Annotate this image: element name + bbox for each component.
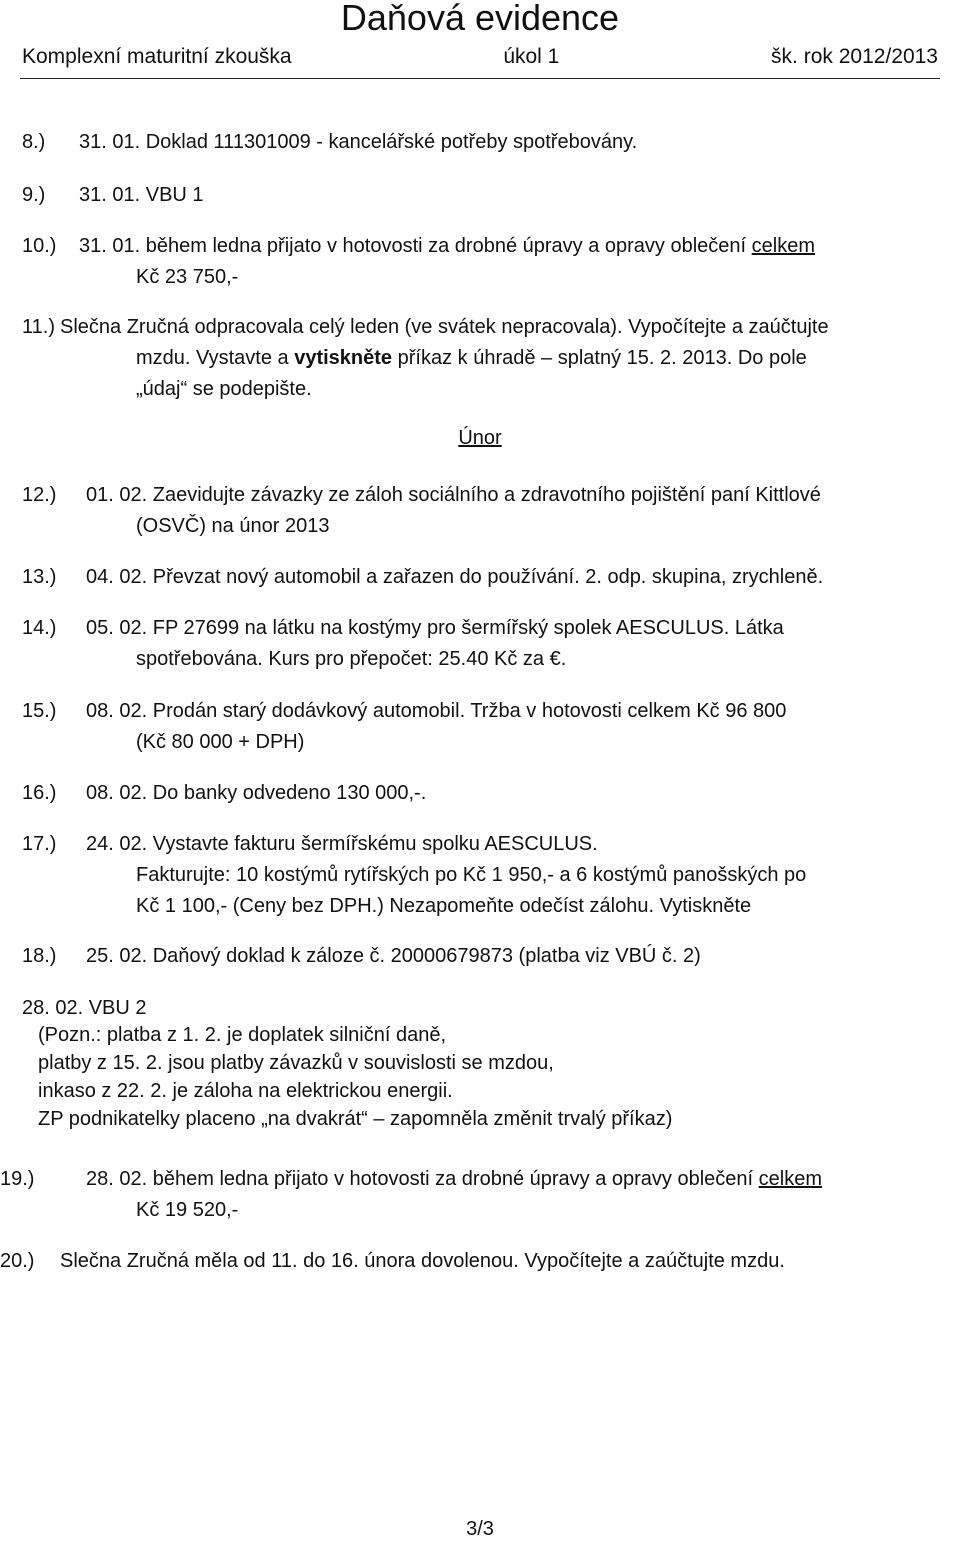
task-text-line: Kč 19 520,- [136, 1199, 239, 1221]
note-line: platby z 15. 2. jsou platby závazků v souvislosti se mzdou, [38, 1052, 554, 1074]
task-text-line: (OSVČ) na únor 2013 [136, 515, 330, 537]
task-number: 15.) [22, 700, 57, 722]
header-task: úkol 1 [503, 45, 560, 68]
task-text-line: Kč 23 750,- [136, 266, 239, 288]
note-line: ZP podnikatelky placeno „na dvakrát“ – zapomněla změnit trvalý příkaz) [38, 1108, 673, 1130]
task-text: 25. 02. Daňový doklad k záloze č. 20000679873 (platba viz VBÚ č. 2) [86, 945, 701, 967]
task-text-line: 01. 02. Zaevidujte závazky ze záloh sociálního a zdravotního pojištění paní Kittlové [86, 484, 821, 506]
task-lead: 28. 02. VBU 2 [22, 997, 147, 1019]
task-text-line: 31. 01. během ledna přijato v hotovosti za drobné úpravy a opravy oblečení celkem [79, 235, 816, 257]
task-number: 18.) [22, 945, 57, 967]
task-text-line: 28. 02. během ledna přijato v hotovosti za drobné úpravy a opravy oblečení celkem [86, 1168, 823, 1190]
task-number: 12.) [22, 484, 57, 506]
month-heading: Únor [458, 427, 502, 449]
task-number: 9.) [22, 184, 46, 206]
task-text-line: Kč 1 100,- (Ceny bez DPH.) Nezapomeňte odečíst zálohu. Vytiskněte [136, 895, 752, 917]
note-line: inkaso z 22. 2. je záloha na elektrickou energii. [38, 1080, 453, 1102]
task-number: 20.) [0, 1250, 35, 1272]
task-number: 16.) [22, 782, 57, 804]
task-number: 14.) [22, 617, 57, 639]
task-text: 08. 02. Do banky odvedeno 130 000,-. [86, 782, 427, 804]
page-number: 3/3 [466, 1518, 494, 1540]
document-title: Daňová evidence [340, 0, 620, 38]
task-number: 11.) [22, 316, 55, 338]
task-text-line: Slečna Zručná odpracovala celý leden (ve svátek nepracovala). Vypočítejte a zaúčtujte [60, 316, 829, 338]
task-text: 31. 01. VBU 1 [79, 184, 204, 206]
task-text-line: 05. 02. FP 27699 na látku na kostýmy pro šermířský spolek AESCULUS. Látka [86, 617, 784, 639]
document-header [22, 44, 938, 70]
header-school-year: šk. rok 2012/2013 [771, 45, 938, 68]
task-text-line: „údaj“ se podepište. [136, 378, 312, 400]
task-number: 8.) [22, 131, 46, 153]
task-text: Slečna Zručná měla od 11. do 16. února dovolenou. Vypočítejte a zaúčtujte mzdu. [60, 1250, 785, 1272]
task-text: 31. 01. Doklad 111301009 - kancelářské potřeby spotřebovány. [79, 131, 638, 153]
task-text-line: spotřebována. Kurs pro přepočet: 25.40 Kč za €. [136, 648, 567, 670]
task-number: 13.) [22, 566, 57, 588]
header-divider [20, 78, 940, 79]
task-number: 10.) [22, 235, 57, 257]
task-text-line: (Kč 80 000 + DPH) [136, 731, 305, 753]
task-number: 19.) [0, 1168, 35, 1190]
task-text-line: mzdu. Vystavte a vytiskněte příkaz k úhradě – splatný 15. 2. 2013. Do pole [136, 347, 807, 369]
task-text-line: Fakturujte: 10 kostýmů rytířských po Kč 1 950,- a 6 kostýmů panošských po [136, 864, 807, 886]
header-exam-name: Komplexní maturitní zkouška [22, 45, 292, 68]
task-text: 04. 02. Převzat nový automobil a zařazen do používání. 2. odp. skupina, zrychleně. [86, 566, 824, 588]
task-number: 17.) [22, 833, 57, 855]
task-text-line: 24. 02. Vystavte fakturu šermířskému spolku AESCULUS. [86, 833, 598, 855]
task-text-line: 08. 02. Prodán starý dodávkový automobil. Tržba v hotovosti celkem Kč 96 800 [86, 700, 787, 722]
note-line: (Pozn.: platba z 1. 2. je doplatek silniční daně, [38, 1024, 447, 1046]
